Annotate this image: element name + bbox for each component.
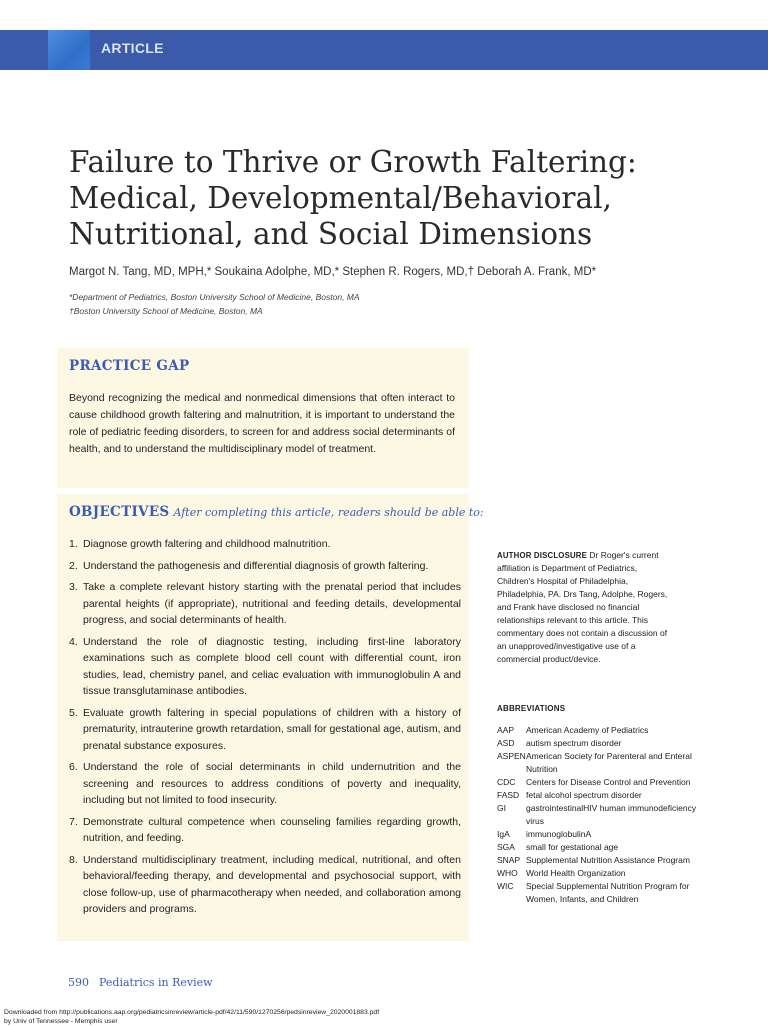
abbreviation-definition: Centers for Disease Control and Prevention [526,777,691,787]
page-number: 590 [68,976,89,989]
abbreviation-code: ASD [497,738,515,748]
abbreviation-definition: immunoglobulinA [526,829,592,839]
abbreviation-row [497,737,697,750]
objective-number: 2. [69,559,78,572]
page-footer [68,976,213,989]
objective-text: Demonstrate cultural competence when counseling families regarding growth, nutrition, and feeding. [83,815,461,844]
abbreviation-code: SGA [497,842,515,852]
abbreviations-list [497,724,697,906]
objective-item [69,558,461,575]
download-notice-user: by Univ of Tennessee - Memphis user [4,1018,118,1025]
abbreviation-code: CDC [497,777,516,787]
author-list: Margot N. Tang, MD, MPH,* Soukaina Adolphe, MD,* Stephen R. Rogers, MD,† Deborah A. Frank, MD* [69,266,597,278]
objectives-subheading: After completing this article, readers should be able to: [173,506,484,519]
objective-number: 3. [69,581,78,593]
banner-tab-decoration [48,30,90,70]
objective-number: 4. [69,635,78,648]
abbreviation-definition: fetal alcohol spectrum disorder [526,790,642,800]
objective-text: Understand the role of social determinants in child undernutrition and the screening and resources to address conditions of poverty and inequality, including but not limited to food insecurity. [83,761,461,806]
objectives-list [69,536,461,923]
objective-item [69,579,461,629]
title-line-1: Failure to Thrive or Growth Faltering: [69,145,637,179]
article-title [69,144,709,252]
objective-item [69,852,461,918]
objective-number: 7. [69,815,78,828]
objective-item [69,634,461,700]
abbreviation-row [497,854,697,867]
abbreviation-code: WHO [497,868,518,878]
objective-item [69,705,461,755]
abbreviation-code: WIC [497,881,514,891]
abbreviation-row [497,776,697,789]
abbreviation-code: AAP [497,725,515,735]
abbreviation-code: ASPEN [497,751,526,761]
abbreviation-code: GI [497,803,506,813]
abbreviation-definition: American Society for Parenteral and Enteral Nutrition [526,751,692,774]
objective-number: 1. [69,538,78,550]
abbreviation-code: FASD [497,790,520,800]
objective-number: 6. [69,761,78,773]
abbreviation-row [497,750,697,776]
article-type-label: ARTICLE [101,40,164,56]
abbreviation-definition: autism spectrum disorder [526,738,622,748]
objective-text: Evaluate growth faltering in special populations of children with a history of prematurity, intrauterine growth retardation, small for gestational age, autism, and prenatal substance exposures. [83,706,461,752]
abbreviation-row [497,789,697,802]
abbreviation-definition: small for gestational age [526,842,619,852]
title-line-3: Nutritional, and Social Dimensions [69,217,593,251]
title-line-2: Medical, Developmental/Behavioral, [69,181,612,215]
objective-number: 8. [69,853,78,866]
objective-text: Understand the role of diagnostic testing, including first-line laboratory examinations such as complete blood cell count with differential count, iron studies, lead, chemistry panel, and celiac evaluation with immunoglobulin A and tissue transglutaminase antibodies. [83,635,461,697]
abbreviation-row [497,841,697,854]
objectives-title: OBJECTIVES [69,504,170,520]
abbreviation-code: IgA [497,829,510,839]
objective-text: Understand the pathogenesis and differential diagnosis of growth faltering. [83,559,429,572]
disclosure-heading: AUTHOR DISCLOSURE [497,551,588,560]
abbreviation-row [497,724,697,737]
abbreviation-definition: World Health Organization [526,868,626,878]
practice-gap-box [57,348,469,488]
objective-text: Take a complete relevant history starting with the prenatal period that includes parental heights (if appropriate), nutritional and feeding details, developmental progress, and social determinants of health. [83,581,461,626]
abbreviation-definition: American Academy of Pediatrics [526,725,649,735]
journal-name: Pediatrics in Review [99,976,213,989]
abbreviation-row [497,828,697,841]
affiliation-1: *Department of Pediatrics, Boston University School of Medicine, Boston, MA [69,292,360,302]
abbreviation-row [497,867,697,880]
objective-text: Understand multidisciplinary treatment, including medical, nutritional, and often behavioral/feeding therapy, and developmental and psychosocial support, with close follow-up, use of pharmacotherapy when needed, and collaboration among providers and programs. [83,853,461,915]
abbreviation-row [497,880,697,906]
objective-item [69,814,461,847]
objective-item [69,759,461,809]
article-banner [0,30,768,70]
author-disclosure [497,549,677,666]
objectives-heading [69,504,484,520]
objectives-box [57,494,484,941]
objective-text: Diagnose growth faltering and childhood malnutrition. [83,538,331,550]
practice-gap-heading: PRACTICE GAP [69,358,190,374]
affiliation-2: †Boston University School of Medicine, Boston, MA [69,306,263,316]
abbreviations-heading: ABBREVIATIONS [497,704,566,713]
objective-number: 5. [69,706,78,719]
abbreviation-definition: gastrointestinalHIV human immunodeficiency virus [526,803,697,826]
practice-gap-text: Beyond recognizing the medical and nonmedical dimensions that often interact to cause childhood growth faltering and malnutrition, it is important to understand the role of pediatric feeding disorders, to screen for and address social determinants of health, and to understand the multidisciplinary model of treatment. [69,392,455,455]
objective-item [69,536,461,553]
download-notice-url: Downloaded from http://publications.aap.org/pediatricsinreview/article-pdf/42/11/590/1270256/pedsinreview_2020001883.pdf [4,1009,380,1016]
abbreviation-row [497,802,697,828]
abbreviation-definition: Special Supplemental Nutrition Program for Women, Infants, and Children [526,881,690,904]
abbreviation-definition: Supplemental Nutrition Assistance Program [526,855,690,865]
abbreviation-code: SNAP [497,855,521,865]
disclosure-text: Dr Roger's current affiliation is Department of Pediatrics, Children's Hospital of Philadelphia, Philadelphia, PA. Drs Tang, Adolphe, Rogers, and Frank have disclosed no financial relationships relevant to this article. This commentary does not contain a discussion of an unapproved/investigative use of a commercial product/device. [497,550,668,664]
